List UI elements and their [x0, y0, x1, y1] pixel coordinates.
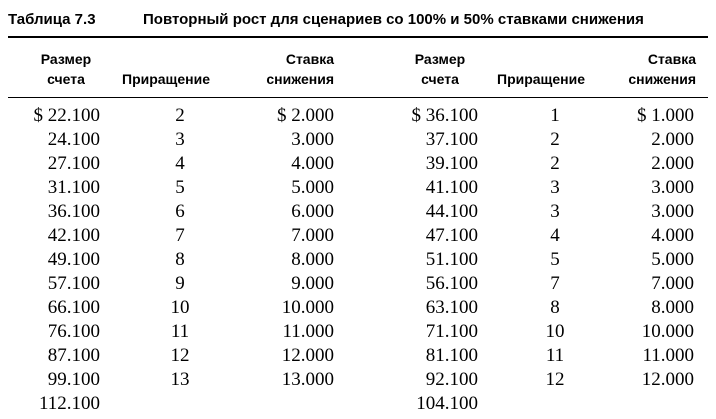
- cell-increment-100: 5: [175, 177, 185, 198]
- header-reduction-rate-right: [596, 49, 696, 89]
- table-body: [0, 104, 694, 416]
- cell-reduction-rate-50: 2.000: [651, 153, 694, 174]
- cell-increment-50: 1: [550, 105, 560, 126]
- cell-reduction-rate-100: 8.000: [291, 249, 334, 270]
- cell-account-size-100: 87.100: [47, 345, 100, 366]
- cell-increment-50: 4: [550, 225, 560, 246]
- header-increment-left: [122, 69, 210, 89]
- cell-reduction-rate-100: 7.000: [291, 225, 334, 246]
- cell-account-size-50: 51.100: [425, 249, 478, 270]
- table-row: [0, 392, 694, 416]
- header-line: Размер: [414, 51, 466, 67]
- cell-account-size-100: 36.100: [47, 201, 100, 222]
- cell-reduction-rate-100: $ 2.000: [277, 105, 334, 126]
- cell-reduction-rate-50: 2.000: [651, 129, 694, 150]
- cell-account-size-50: 71.100: [425, 321, 478, 342]
- cell-reduction-rate-100: 10.000: [281, 297, 334, 318]
- cell-increment-100: 11: [170, 321, 190, 342]
- header-reduction-rate-left: [230, 49, 334, 89]
- table-title: Повторный рост для сценариев со 100% и 50% ставками снижения: [143, 11, 644, 28]
- cell-account-size-50: 63.100: [425, 297, 478, 318]
- cell-account-size-50: 41.100: [425, 177, 478, 198]
- cell-increment-50: 11: [545, 345, 565, 366]
- cell-account-size-100: 42.100: [47, 225, 100, 246]
- cell-account-size-50: 47.100: [425, 225, 478, 246]
- cell-increment-50: 3: [550, 177, 560, 198]
- table-row: [0, 248, 694, 272]
- cell-account-size-100: 57.100: [47, 273, 100, 294]
- header-line: счета: [47, 71, 85, 87]
- cell-account-size-50: 56.100: [425, 273, 478, 294]
- cell-increment-100: 3: [175, 129, 185, 150]
- header-line: снижения: [628, 71, 696, 87]
- cell-account-size-50: 39.100: [425, 153, 478, 174]
- cell-reduction-rate-50: 4.000: [651, 225, 694, 246]
- data-table: [0, 104, 694, 416]
- cell-reduction-rate-50: 5.000: [651, 249, 694, 270]
- cell-increment-100: [100, 392, 260, 416]
- cell-account-size-100: 76.100: [47, 321, 100, 342]
- cell-reduction-rate-100: 11.000: [282, 321, 334, 342]
- top-rule: [8, 36, 708, 38]
- cell-increment-50: 2: [550, 153, 560, 174]
- cell-reduction-rate-100: 4.000: [291, 153, 334, 174]
- cell-increment-100: 6: [175, 201, 185, 222]
- cell-increment-50: 8: [550, 297, 560, 318]
- table-row: [0, 128, 694, 152]
- cell-increment-50: 5: [550, 249, 560, 270]
- header-line: Размер: [40, 51, 92, 67]
- header-line: снижения: [266, 71, 334, 87]
- cell-reduction-rate-100: 5.000: [291, 177, 334, 198]
- cell-account-size-50: $ 36.100: [411, 105, 478, 126]
- cell-account-size-50: 81.100: [425, 345, 478, 366]
- cell-reduction-rate-100: [260, 392, 334, 416]
- cell-increment-100: 2: [175, 105, 185, 126]
- table-row: [0, 320, 694, 344]
- table-row: [0, 176, 694, 200]
- header-line: счета: [421, 71, 459, 87]
- cell-reduction-rate-50: 7.000: [651, 273, 694, 294]
- table-number: Таблица 7.3: [8, 11, 96, 28]
- cell-reduction-rate-50: [632, 392, 694, 416]
- cell-account-size-50: 37.100: [425, 129, 478, 150]
- cell-account-size-100: 49.100: [47, 249, 100, 270]
- cell-increment-50: [478, 392, 632, 416]
- table-row: [0, 344, 694, 368]
- header-account-size-left: [22, 49, 110, 89]
- cell-reduction-rate-50: 3.000: [651, 201, 694, 222]
- table-caption: [8, 11, 644, 28]
- cell-increment-100: 4: [175, 153, 185, 174]
- cell-reduction-rate-100: 6.000: [291, 201, 334, 222]
- cell-increment-50: 10: [545, 321, 565, 342]
- cell-reduction-rate-50: 11.000: [642, 345, 694, 366]
- cell-reduction-rate-100: 12.000: [281, 345, 334, 366]
- header-increment-right: [497, 69, 585, 89]
- cell-increment-50: 7: [550, 273, 560, 294]
- header-line: Ставка: [647, 51, 696, 67]
- cell-account-size-100: 27.100: [47, 153, 100, 174]
- cell-account-size-50: 44.100: [425, 201, 478, 222]
- header-account-size-right: [396, 49, 484, 89]
- cell-reduction-rate-100: 3.000: [291, 129, 334, 150]
- cell-account-size-50: 92.100: [425, 369, 478, 390]
- cell-account-size-100: $ 22.100: [33, 105, 100, 126]
- header-line: Ставка: [285, 51, 334, 67]
- cell-account-size-100: 31.100: [47, 177, 100, 198]
- cell-reduction-rate-50: 10.000: [641, 321, 694, 342]
- table-row: [0, 368, 694, 392]
- cell-increment-100: 8: [175, 249, 185, 270]
- cell-increment-100: 9: [175, 273, 185, 294]
- cell-reduction-rate-100: 13.000: [281, 369, 334, 390]
- header-line: Приращение: [122, 71, 211, 87]
- table-row: [0, 224, 694, 248]
- table-row: [0, 104, 694, 128]
- header-line: Приращение: [497, 71, 586, 87]
- table-row: [0, 296, 694, 320]
- cell-reduction-rate-50: $ 1.000: [637, 105, 694, 126]
- table-row: [0, 200, 694, 224]
- cell-increment-100: 10: [170, 297, 190, 318]
- cell-account-size-100: 24.100: [47, 129, 100, 150]
- cell-increment-100: 13: [170, 369, 190, 390]
- cell-reduction-rate-100: 9.000: [291, 273, 334, 294]
- cell-reduction-rate-50: 12.000: [641, 369, 694, 390]
- cell-increment-100: 7: [175, 225, 185, 246]
- cell-account-size-100: 112.100: [38, 393, 100, 414]
- cell-account-size-50: 104.100: [416, 393, 478, 414]
- table-row: [0, 272, 694, 296]
- cell-increment-100: 12: [170, 345, 190, 366]
- cell-account-size-100: 66.100: [47, 297, 100, 318]
- cell-increment-50: 2: [550, 129, 560, 150]
- cell-account-size-100: 99.100: [47, 369, 100, 390]
- cell-increment-50: 3: [550, 201, 560, 222]
- cell-reduction-rate-50: 3.000: [651, 177, 694, 198]
- cell-increment-50: 12: [545, 369, 565, 390]
- table-row: [0, 152, 694, 176]
- header-rule: [8, 97, 708, 98]
- cell-reduction-rate-50: 8.000: [651, 297, 694, 318]
